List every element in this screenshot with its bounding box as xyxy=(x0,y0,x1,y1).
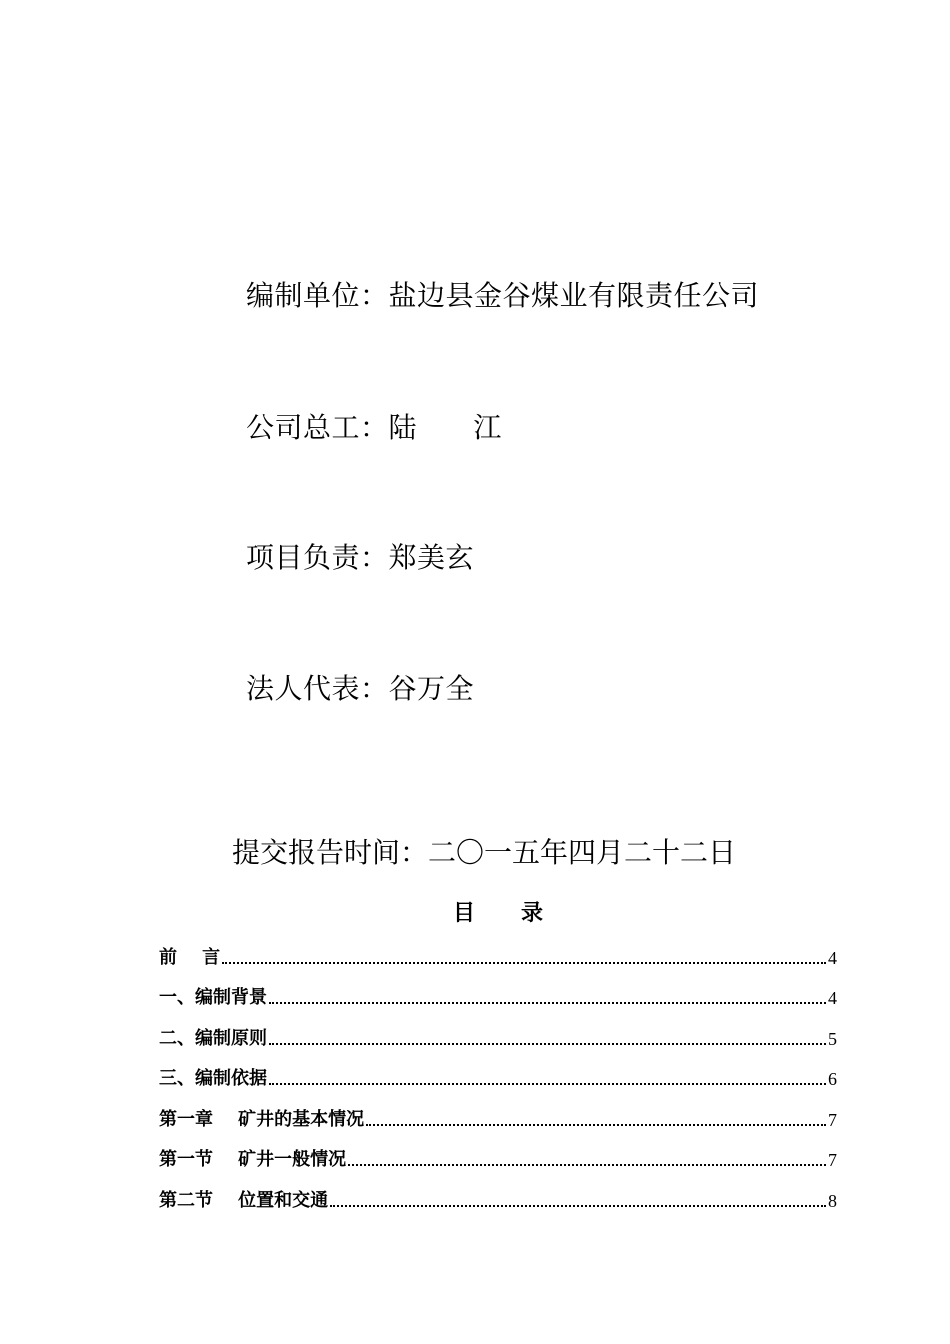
toc-leader-dots xyxy=(269,1002,826,1004)
toc-entry[interactable] xyxy=(159,1090,837,1131)
toc-leader-dots xyxy=(222,962,826,964)
chief-engineer: 公司总工：陆 江 xyxy=(246,411,502,444)
toc-entry[interactable] xyxy=(159,1009,837,1050)
legal-representative: 法人代表：谷万全 xyxy=(246,672,475,705)
project-lead: 项目负责：郑美玄 xyxy=(246,541,475,574)
toc-entry[interactable] xyxy=(159,1050,837,1091)
toc-entry-page: 7 xyxy=(828,1150,837,1170)
toc-leader-dots xyxy=(269,1043,826,1045)
toc-entry-label: 第一章 矿井的基本情况 xyxy=(159,1108,365,1130)
table-of-contents xyxy=(159,928,837,1212)
compiling-unit: 编制单位：盐边县金谷煤业有限责任公司 xyxy=(246,279,760,312)
toc-leader-dots xyxy=(269,1083,826,1085)
toc-entry-label: 第一节 矿井一般情况 xyxy=(159,1149,347,1170)
toc-entry-page: 4 xyxy=(828,947,837,968)
toc-entry[interactable] xyxy=(159,928,837,969)
toc-entry[interactable] xyxy=(159,1171,837,1212)
toc-entry-label: 一、编制背景 xyxy=(159,987,267,1008)
toc-entry[interactable] xyxy=(159,1131,837,1172)
toc-leader-dots xyxy=(348,1164,826,1166)
submission-date: 提交报告时间：二〇一五年四月二十二日 xyxy=(232,836,737,869)
toc-entry-page: 6 xyxy=(828,1069,837,1089)
toc-entry-label: 二、编制原则 xyxy=(159,1027,267,1049)
toc-entry-page: 4 xyxy=(828,988,837,1008)
toc-entry-page: 7 xyxy=(828,1109,837,1130)
toc-leader-dots xyxy=(330,1205,826,1207)
toc-entry-page: 8 xyxy=(828,1190,837,1211)
toc-title: 目 录 xyxy=(453,900,543,926)
toc-entry[interactable] xyxy=(159,969,837,1010)
toc-leader-dots xyxy=(366,1124,826,1126)
toc-entry-page: 5 xyxy=(828,1028,837,1049)
toc-entry-label: 前 言 xyxy=(159,946,221,968)
toc-entry-label: 第二节 位置和交通 xyxy=(159,1189,329,1211)
toc-entry-label: 三、编制依据 xyxy=(159,1068,267,1089)
